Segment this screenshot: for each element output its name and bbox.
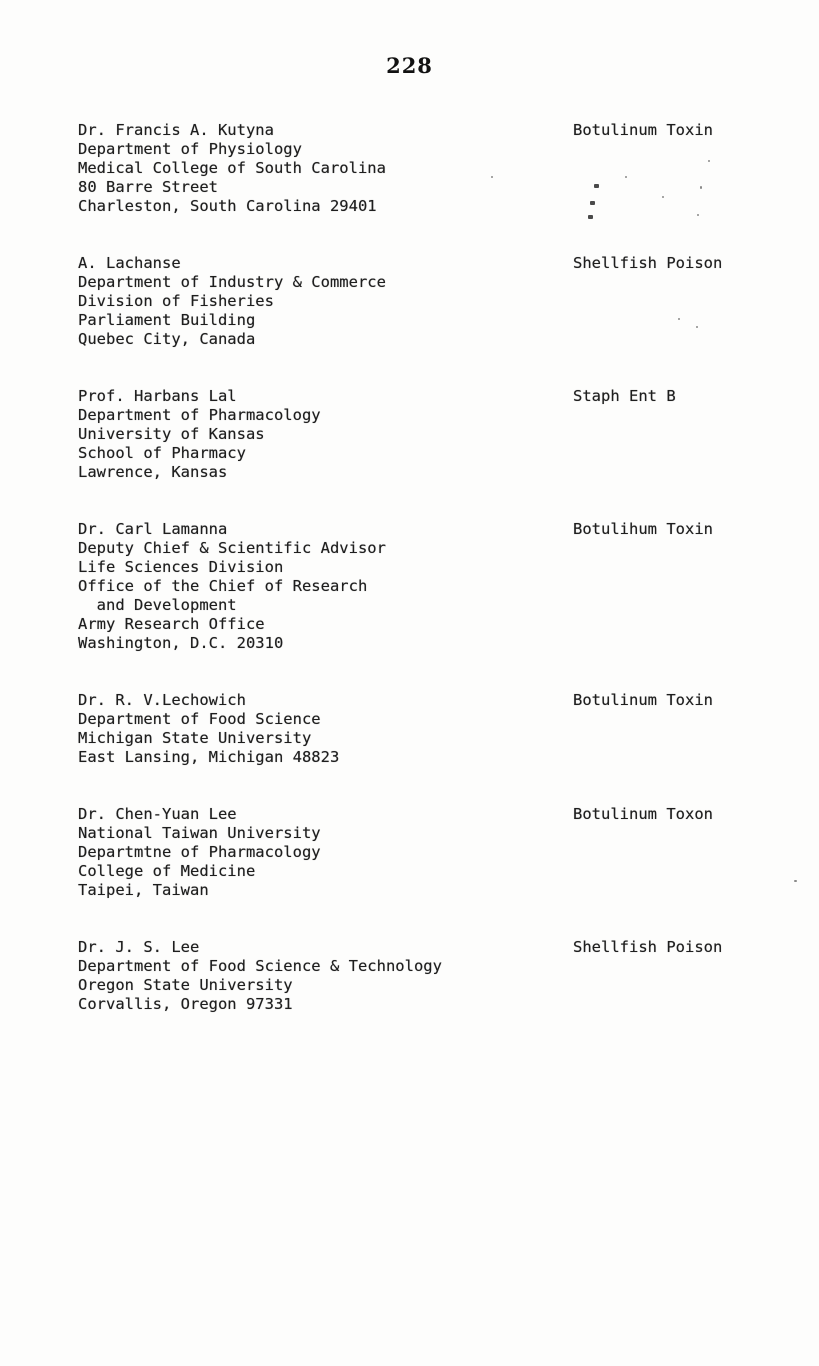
directory-entry-list — [78, 121, 819, 1052]
scan-speck — [590, 201, 595, 205]
address-line: University of Kansas — [78, 425, 265, 443]
address-line: Dr. Chen-Yuan Lee — [78, 805, 237, 823]
directory-entry — [78, 520, 819, 653]
address-block — [78, 520, 819, 653]
scan-speck — [662, 196, 664, 198]
address-line: Dr. Carl Lamanna — [78, 520, 228, 538]
directory-entry — [78, 805, 819, 900]
scan-speck — [700, 186, 702, 189]
scan-speck — [696, 326, 698, 328]
address-line: Department of Food Science & Technology — [78, 957, 442, 975]
address-line: Departmtne of Pharmacology — [78, 843, 321, 861]
toxin-label: Shellfish Poison — [573, 938, 723, 956]
address-line: A. Lachanse — [78, 254, 181, 272]
toxin-label: Botulinum Toxin — [573, 691, 713, 709]
address-line: Division of Fisheries — [78, 292, 274, 310]
address-line: Department of Physiology — [78, 140, 302, 158]
address-line: 80 Barre Street — [78, 178, 218, 196]
scan-speck — [491, 176, 493, 178]
address-line: Corvallis, Oregon 97331 — [78, 995, 293, 1013]
address-line: Life Sciences Division — [78, 558, 284, 576]
scan-speck — [794, 880, 797, 882]
address-line: and Development — [78, 596, 237, 614]
address-line: College of Medicine — [78, 862, 256, 880]
scan-speck — [697, 214, 699, 216]
scan-speck — [678, 318, 680, 320]
address-line: Office of the Chief of Research — [78, 577, 368, 595]
toxin-label: Staph Ent B — [573, 387, 676, 405]
address-line: Medical College of South Carolina — [78, 159, 386, 177]
address-line: Deputy Chief & Scientific Advisor — [78, 539, 386, 557]
address-line: National Taiwan University — [78, 824, 321, 842]
address-line: Dr. J. S. Lee — [78, 938, 200, 956]
directory-entry — [78, 387, 819, 482]
address-line: Charleston, South Carolina 29401 — [78, 197, 377, 215]
address-line: Dr. Francis A. Kutyna — [78, 121, 274, 139]
scan-speck — [708, 160, 710, 162]
scan-speck — [588, 215, 593, 219]
address-line: Parliament Building — [78, 311, 256, 329]
toxin-label: Botulihum Toxin — [573, 520, 713, 538]
address-block — [78, 387, 819, 482]
address-line: Oregon State University — [78, 976, 293, 994]
address-line: Prof. Harbans Lal — [78, 387, 237, 405]
address-line: School of Pharmacy — [78, 444, 246, 462]
address-line: Department of Industry & Commerce — [78, 273, 386, 291]
toxin-label: Botulinum Toxon — [573, 805, 713, 823]
address-line: Quebec City, Canada — [78, 330, 256, 348]
address-line: East Lansing, Michigan 48823 — [78, 748, 340, 766]
directory-entry — [78, 254, 819, 349]
address-line: Department of Food Science — [78, 710, 321, 728]
directory-entry — [78, 121, 819, 216]
address-line: Department of Pharmacology — [78, 406, 321, 424]
directory-entry — [78, 938, 819, 1014]
scan-speck — [625, 176, 627, 178]
address-line: Lawrence, Kansas — [78, 463, 228, 481]
toxin-label: Botulinum Toxin — [573, 121, 713, 139]
address-line: Washington, D.C. 20310 — [78, 634, 284, 652]
address-line: Michigan State University — [78, 729, 312, 747]
address-line: Dr. R. V.Lechowich — [78, 691, 246, 709]
page-number: 228 — [386, 53, 433, 78]
address-line: Army Research Office — [78, 615, 265, 633]
toxin-label: Shellfish Poison — [573, 254, 723, 272]
address-line: Taipei, Taiwan — [78, 881, 209, 899]
directory-entry — [78, 691, 819, 767]
scan-speck — [594, 184, 599, 188]
